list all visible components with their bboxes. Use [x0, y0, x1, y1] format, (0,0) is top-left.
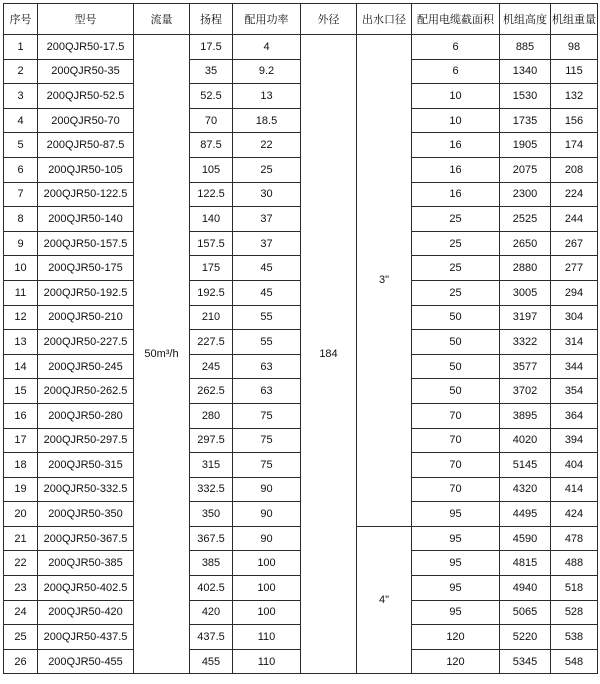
cell-unit-height: 3702 [500, 379, 551, 404]
cell-head: 35 [190, 59, 233, 84]
cell-cable-section: 6 [412, 59, 500, 84]
cell-flow: 50m³/h [134, 35, 190, 674]
cell-unit-weight: 98 [551, 35, 598, 60]
cell-head: 402.5 [190, 576, 233, 601]
cell-power: 25 [233, 157, 301, 182]
cell-unit-height: 2300 [500, 182, 551, 207]
cell-cable-section: 70 [412, 428, 500, 453]
cell-unit-weight: 528 [551, 600, 598, 625]
cell-head: 420 [190, 600, 233, 625]
header-unit-height: 机组高度 [500, 4, 551, 35]
cell-head: 52.5 [190, 84, 233, 109]
cell-unit-height: 2525 [500, 207, 551, 232]
cell-no: 8 [4, 207, 38, 232]
cell-head: 105 [190, 157, 233, 182]
cell-head: 315 [190, 453, 233, 478]
cell-power: 75 [233, 428, 301, 453]
cell-unit-weight: 244 [551, 207, 598, 232]
cell-head: 227.5 [190, 330, 233, 355]
cell-unit-weight: 344 [551, 354, 598, 379]
cell-head: 350 [190, 502, 233, 527]
cell-power: 90 [233, 477, 301, 502]
cell-model: 200QJR50-52.5 [38, 84, 134, 109]
cell-head: 210 [190, 305, 233, 330]
cell-head: 140 [190, 207, 233, 232]
cell-unit-height: 5345 [500, 649, 551, 674]
cell-unit-weight: 277 [551, 256, 598, 281]
cell-cable-section: 95 [412, 551, 500, 576]
cell-model: 200QJR50-455 [38, 649, 134, 674]
cell-unit-weight: 488 [551, 551, 598, 576]
cell-head: 245 [190, 354, 233, 379]
cell-no: 10 [4, 256, 38, 281]
cell-cable-section: 70 [412, 403, 500, 428]
cell-cable-section: 50 [412, 330, 500, 355]
cell-unit-weight: 538 [551, 625, 598, 650]
cell-head: 175 [190, 256, 233, 281]
cell-unit-weight: 314 [551, 330, 598, 355]
cell-no: 9 [4, 231, 38, 256]
table-row [4, 35, 598, 60]
header-cable-section: 配用电缆截面积 [412, 4, 500, 35]
cell-power: 30 [233, 182, 301, 207]
cell-unit-height: 4940 [500, 576, 551, 601]
cell-unit-weight: 548 [551, 649, 598, 674]
pump-spec-table [3, 3, 598, 674]
cell-no: 3 [4, 84, 38, 109]
cell-power: 90 [233, 526, 301, 551]
cell-power: 75 [233, 403, 301, 428]
cell-power: 63 [233, 379, 301, 404]
cell-model: 200QJR50-140 [38, 207, 134, 232]
cell-no: 12 [4, 305, 38, 330]
cell-power: 22 [233, 133, 301, 158]
cell-no: 17 [4, 428, 38, 453]
cell-cable-section: 95 [412, 526, 500, 551]
cell-cable-section: 25 [412, 231, 500, 256]
cell-unit-weight: 404 [551, 453, 598, 478]
cell-outlet-diameter: 4" [357, 526, 412, 674]
cell-cable-section: 50 [412, 354, 500, 379]
cell-unit-weight: 424 [551, 502, 598, 527]
cell-unit-height: 5145 [500, 453, 551, 478]
cell-model: 200QJR50-402.5 [38, 576, 134, 601]
cell-cable-section: 16 [412, 182, 500, 207]
cell-no: 13 [4, 330, 38, 355]
cell-unit-height: 3895 [500, 403, 551, 428]
header-unit-weight: 机组重量 [551, 4, 598, 35]
cell-head: 17.5 [190, 35, 233, 60]
cell-model: 200QJR50-385 [38, 551, 134, 576]
cell-cable-section: 16 [412, 133, 500, 158]
cell-head: 332.5 [190, 477, 233, 502]
cell-head: 280 [190, 403, 233, 428]
cell-model: 200QJR50-157.5 [38, 231, 134, 256]
cell-no: 18 [4, 453, 38, 478]
cell-no: 26 [4, 649, 38, 674]
cell-power: 55 [233, 305, 301, 330]
cell-unit-weight: 304 [551, 305, 598, 330]
cell-unit-weight: 156 [551, 108, 598, 133]
cell-unit-height: 4495 [500, 502, 551, 527]
cell-power: 110 [233, 625, 301, 650]
cell-model: 200QJR50-192.5 [38, 280, 134, 305]
cell-model: 200QJR50-227.5 [38, 330, 134, 355]
cell-power: 100 [233, 600, 301, 625]
cell-power: 63 [233, 354, 301, 379]
cell-no: 21 [4, 526, 38, 551]
header-row [4, 4, 598, 35]
cell-head: 455 [190, 649, 233, 674]
cell-no: 16 [4, 403, 38, 428]
cell-unit-weight: 115 [551, 59, 598, 84]
cell-power: 90 [233, 502, 301, 527]
cell-no: 11 [4, 280, 38, 305]
cell-no: 24 [4, 600, 38, 625]
cell-unit-height: 2075 [500, 157, 551, 182]
cell-power: 18.5 [233, 108, 301, 133]
cell-head: 192.5 [190, 280, 233, 305]
cell-head: 157.5 [190, 231, 233, 256]
cell-unit-weight: 394 [551, 428, 598, 453]
header-flow: 流量 [134, 4, 190, 35]
cell-unit-height: 1340 [500, 59, 551, 84]
cell-power: 9.2 [233, 59, 301, 84]
cell-cable-section: 50 [412, 305, 500, 330]
cell-unit-height: 5220 [500, 625, 551, 650]
cell-cable-section: 25 [412, 256, 500, 281]
cell-unit-height: 1905 [500, 133, 551, 158]
cell-unit-height: 4815 [500, 551, 551, 576]
cell-no: 5 [4, 133, 38, 158]
cell-power: 37 [233, 207, 301, 232]
cell-model: 200QJR50-35 [38, 59, 134, 84]
cell-unit-weight: 354 [551, 379, 598, 404]
cell-unit-height: 3197 [500, 305, 551, 330]
cell-no: 25 [4, 625, 38, 650]
cell-head: 367.5 [190, 526, 233, 551]
cell-head: 70 [190, 108, 233, 133]
cell-unit-height: 4020 [500, 428, 551, 453]
cell-unit-height: 2650 [500, 231, 551, 256]
header-head: 扬程 [190, 4, 233, 35]
cell-model: 200QJR50-420 [38, 600, 134, 625]
cell-power: 55 [233, 330, 301, 355]
cell-no: 19 [4, 477, 38, 502]
cell-no: 2 [4, 59, 38, 84]
header-outer-diameter: 外径 [301, 4, 357, 35]
cell-no: 14 [4, 354, 38, 379]
cell-model: 200QJR50-332.5 [38, 477, 134, 502]
cell-no: 23 [4, 576, 38, 601]
cell-unit-weight: 478 [551, 526, 598, 551]
cell-model: 200QJR50-280 [38, 403, 134, 428]
cell-cable-section: 120 [412, 649, 500, 674]
cell-no: 4 [4, 108, 38, 133]
cell-model: 200QJR50-122.5 [38, 182, 134, 207]
cell-cable-section: 6 [412, 35, 500, 60]
cell-head: 262.5 [190, 379, 233, 404]
cell-model: 200QJR50-245 [38, 354, 134, 379]
cell-model: 200QJR50-262.5 [38, 379, 134, 404]
cell-unit-weight: 518 [551, 576, 598, 601]
cell-model: 200QJR50-350 [38, 502, 134, 527]
cell-model: 200QJR50-210 [38, 305, 134, 330]
cell-power: 4 [233, 35, 301, 60]
cell-no: 15 [4, 379, 38, 404]
cell-model: 200QJR50-87.5 [38, 133, 134, 158]
cell-no: 7 [4, 182, 38, 207]
cell-model: 200QJR50-437.5 [38, 625, 134, 650]
cell-model: 200QJR50-70 [38, 108, 134, 133]
cell-no: 6 [4, 157, 38, 182]
cell-unit-weight: 224 [551, 182, 598, 207]
cell-head: 437.5 [190, 625, 233, 650]
cell-cable-section: 10 [412, 108, 500, 133]
cell-power: 45 [233, 280, 301, 305]
cell-unit-height: 1530 [500, 84, 551, 109]
cell-cable-section: 95 [412, 502, 500, 527]
cell-head: 122.5 [190, 182, 233, 207]
cell-unit-weight: 267 [551, 231, 598, 256]
cell-cable-section: 10 [412, 84, 500, 109]
cell-power: 100 [233, 551, 301, 576]
cell-model: 200QJR50-105 [38, 157, 134, 182]
cell-head: 297.5 [190, 428, 233, 453]
header-outlet-diameter: 出水口径 [357, 4, 412, 35]
cell-no: 1 [4, 35, 38, 60]
cell-cable-section: 70 [412, 453, 500, 478]
cell-unit-weight: 364 [551, 403, 598, 428]
cell-cable-section: 120 [412, 625, 500, 650]
cell-head: 385 [190, 551, 233, 576]
cell-unit-height: 3322 [500, 330, 551, 355]
cell-outer-diameter: 184 [301, 35, 357, 674]
cell-model: 200QJR50-367.5 [38, 526, 134, 551]
cell-unit-height: 1735 [500, 108, 551, 133]
cell-power: 100 [233, 576, 301, 601]
cell-power: 45 [233, 256, 301, 281]
cell-cable-section: 95 [412, 600, 500, 625]
cell-cable-section: 95 [412, 576, 500, 601]
cell-unit-height: 3005 [500, 280, 551, 305]
cell-model: 200QJR50-175 [38, 256, 134, 281]
cell-model: 200QJR50-315 [38, 453, 134, 478]
cell-cable-section: 25 [412, 207, 500, 232]
cell-no: 22 [4, 551, 38, 576]
cell-unit-weight: 208 [551, 157, 598, 182]
cell-power: 75 [233, 453, 301, 478]
cell-cable-section: 25 [412, 280, 500, 305]
cell-unit-weight: 132 [551, 84, 598, 109]
cell-unit-height: 3577 [500, 354, 551, 379]
cell-cable-section: 16 [412, 157, 500, 182]
cell-unit-height: 885 [500, 35, 551, 60]
cell-unit-height: 2880 [500, 256, 551, 281]
cell-cable-section: 50 [412, 379, 500, 404]
cell-unit-height: 4590 [500, 526, 551, 551]
cell-outlet-diameter: 3" [357, 35, 412, 527]
cell-cable-section: 70 [412, 477, 500, 502]
cell-model: 200QJR50-297.5 [38, 428, 134, 453]
cell-head: 87.5 [190, 133, 233, 158]
cell-unit-weight: 174 [551, 133, 598, 158]
cell-unit-weight: 294 [551, 280, 598, 305]
cell-unit-height: 4320 [500, 477, 551, 502]
header-model: 型号 [38, 4, 134, 35]
cell-unit-height: 5065 [500, 600, 551, 625]
table-body [4, 35, 598, 674]
header-no: 序号 [4, 4, 38, 35]
cell-no: 20 [4, 502, 38, 527]
cell-model: 200QJR50-17.5 [38, 35, 134, 60]
cell-power: 110 [233, 649, 301, 674]
cell-unit-weight: 414 [551, 477, 598, 502]
cell-power: 37 [233, 231, 301, 256]
cell-power: 13 [233, 84, 301, 109]
header-power: 配用功率 [233, 4, 301, 35]
